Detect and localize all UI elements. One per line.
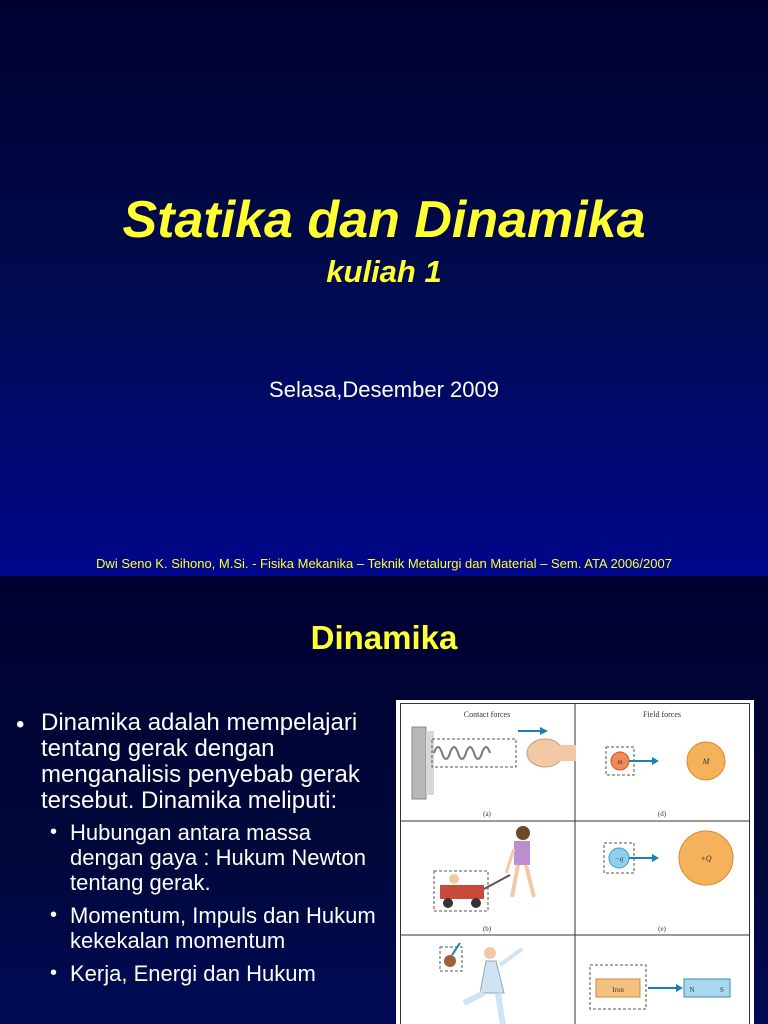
magnet-s: S <box>720 986 724 994</box>
bullet-icon: • <box>16 711 25 738</box>
bullet-icon: • <box>50 904 58 926</box>
header-contact: Contact forces <box>463 710 511 719</box>
forces-figure <box>396 700 754 1024</box>
charge-small: −q <box>614 855 624 863</box>
slide-subtitle: kuliah 1 <box>326 254 442 289</box>
magnet-n: N <box>689 986 695 994</box>
iron-label: Iron <box>612 986 624 994</box>
bullet-icon: • <box>50 821 58 843</box>
bullet-main <box>16 710 381 814</box>
charge-large: +Q <box>700 854 712 863</box>
label-b: (b) <box>482 925 492 933</box>
bullet-icon: • <box>50 962 58 984</box>
sub-bullet <box>50 903 381 953</box>
sub-bullet <box>50 961 381 986</box>
label-e: (e) <box>658 925 666 933</box>
sub-bullet-text: Kerja, Energi dan Hukum <box>70 961 316 986</box>
label-d: (d) <box>657 810 667 818</box>
sub-bullet-text: Momentum, Impuls dan Hukum kekekalan momentum <box>70 903 376 953</box>
sub-bullet-text: Hubungan antara massa dengan gaya : Hukum Newton tentang gerak. <box>70 820 366 895</box>
sub-bullet <box>50 820 381 895</box>
mass-small: m <box>617 758 623 766</box>
bullet-main-text: Dinamika adalah mempelajari tentang gerak dengan menganalisis penyebab gerak tersebut. Dinamika meliputi: <box>41 709 360 814</box>
slide-footer: Dwi Seno K. Sihono, M.Si. - Fisika Mekanika – Teknik Metalurgi dan Material – Sem. ATA 2006/2007 <box>96 556 672 571</box>
header-field: Field forces <box>643 710 681 719</box>
bullet-list <box>16 710 381 986</box>
slide-date: Selasa,Desember 2009 <box>269 377 499 402</box>
mass-large: M <box>702 757 710 766</box>
slide-title: Statika dan Dinamika <box>122 191 646 249</box>
slide2-title: Dinamika <box>310 619 458 656</box>
dinamika-slide <box>0 576 768 1024</box>
label-a: (a) <box>483 810 491 818</box>
forces-diagram <box>400 703 750 1024</box>
